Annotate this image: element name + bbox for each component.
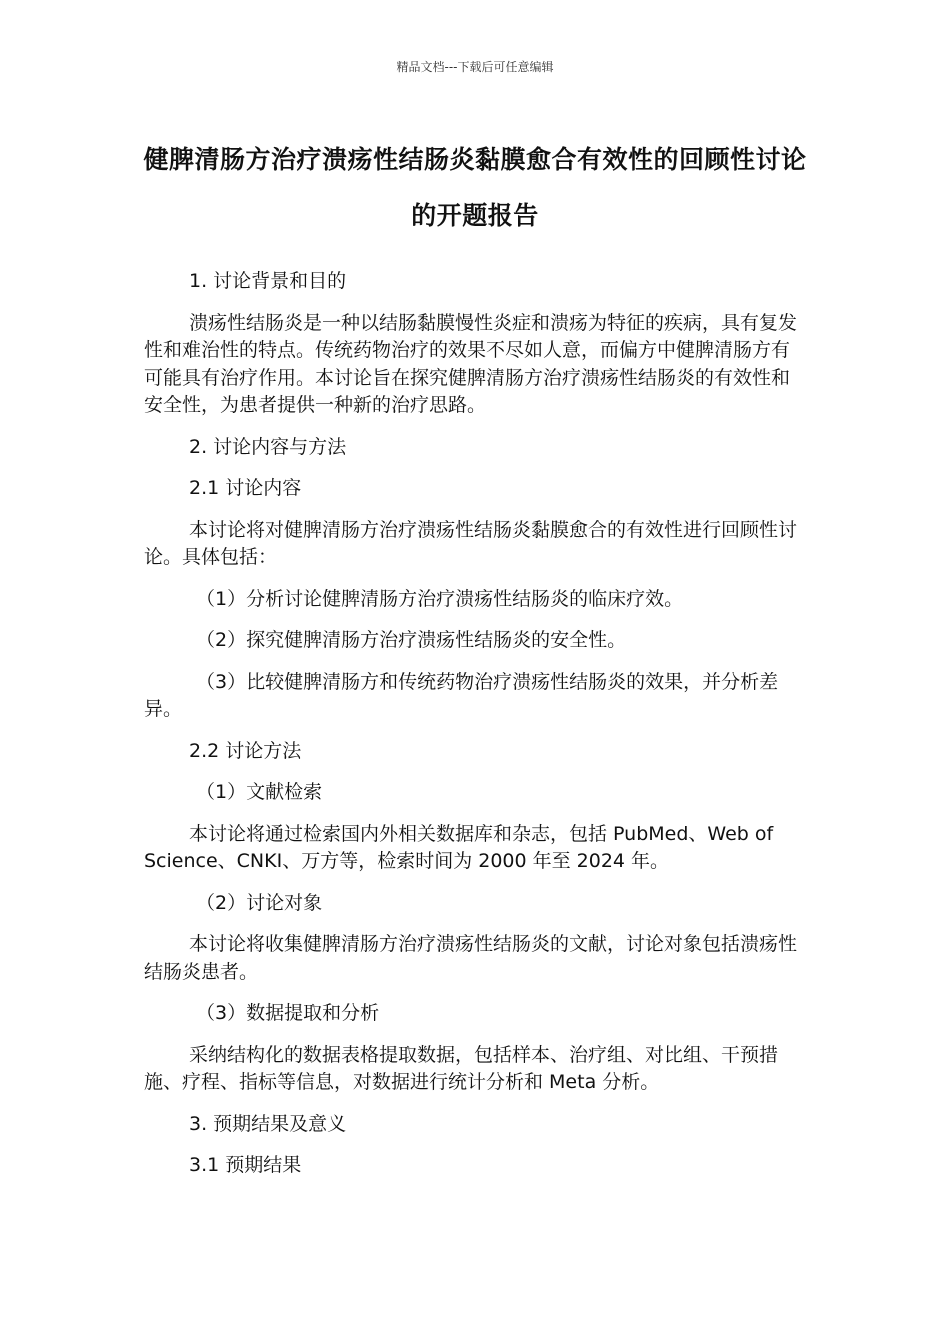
- body-paragraph-data-analysis: 采纳结构化的数据表格提取数据，包括样本、治疗组、对比组、干预措施、疗程、指标等信息，对数据进行统计分析和 Meta 分析。: [144, 1043, 779, 1093]
- list-item-method-1: （1）文献检索: [196, 781, 323, 803]
- list-item-method-2: （2）讨论对象: [196, 891, 323, 914]
- body-paragraph-content-intro: 本讨论将对健脾清肠方治疗溃疡性结肠炎黏膜愈合的有效性进行回顾性讨论。具体包括：: [144, 518, 798, 568]
- list-item-method-3: （3）数据提取和分析: [196, 1002, 380, 1024]
- list-item-content-3: （3）比较健脾清肠方和传统药物治疗溃疡性结肠炎的效果，并分析差异。: [144, 670, 779, 720]
- page-header-note: 精品文档---下载后可任意编辑: [396, 60, 554, 74]
- list-item-content-2: （2）探究健脾清肠方治疗溃疡性结肠炎的安全性。: [196, 629, 627, 651]
- body-paragraph-subjects: 本讨论将收集健脾清肠方治疗溃疡性结肠炎的文献，讨论对象包括溃疡性结肠炎患者。: [144, 933, 798, 983]
- body-paragraph-literature-search: 本讨论将通过检索国内外相关数据库和杂志，包括 PubMed、Web of Science、CNKI、万方等，检索时间为 2000 年至 2024 年。: [144, 822, 774, 872]
- section-heading-1: 1. 讨论背景和目的: [189, 270, 347, 292]
- document-body: [144, 268, 806, 1194]
- section-heading-3: 3. 预期结果及意义: [189, 1112, 347, 1135]
- body-paragraph-background: 溃疡性结肠炎是一种以结肠黏膜慢性炎症和溃疡为特征的疾病，具有复发性和难治性的特点。传统药物治疗的效果不尽如人意，而偏方中健脾清肠方有可能具有治疗作用。本讨论旨在探究健脾清肠方治疗溃疡性结肠炎的有效性和安全性，为患者提供一种新的治疗思路。: [144, 311, 798, 416]
- document-title: 健脾清肠方治疗溃疡性结肠炎黏膜愈合有效性的回顾性讨论的开题报告: [143, 145, 807, 230]
- list-item-content-1: （1）分析讨论健脾清肠方治疗溃疡性结肠炎的临床疗效。: [196, 587, 684, 610]
- section-heading-2-2: 2.2 讨论方法: [189, 739, 302, 762]
- section-heading-2: 2. 讨论内容与方法: [189, 435, 347, 458]
- section-heading-3-1: 3.1 预期结果: [189, 1154, 302, 1176]
- section-heading-2-1: 2.1 讨论内容: [189, 477, 302, 499]
